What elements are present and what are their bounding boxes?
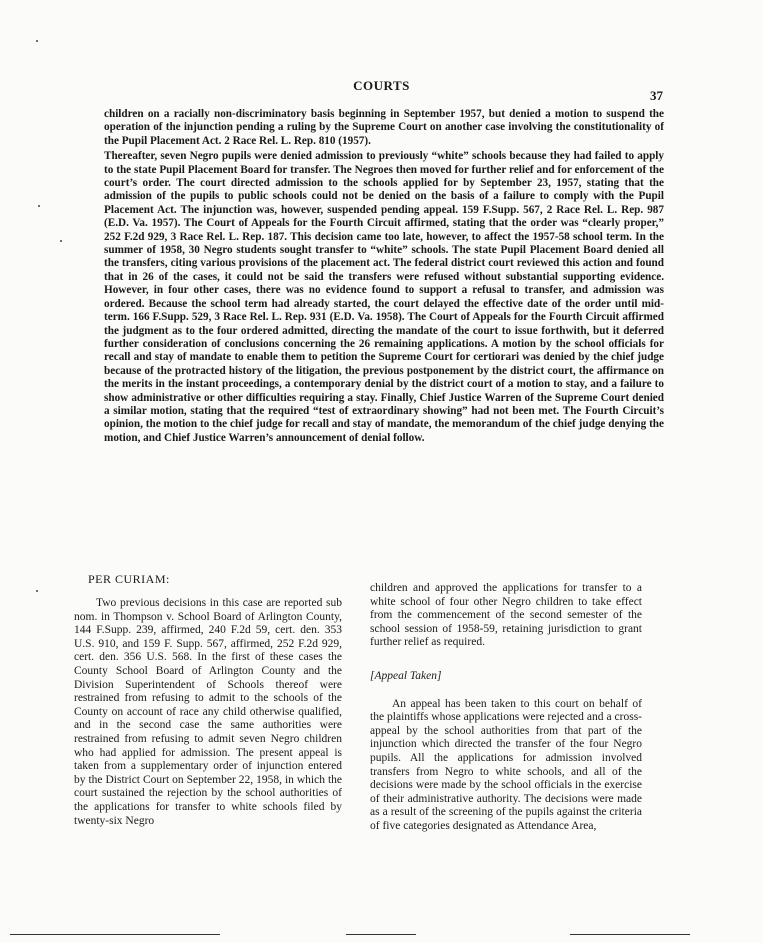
summary-paragraph-1: children on a racially non-discriminatory basis beginning in September 1957, but denied a motion to suspend the operation of the injunction pending a ruling by the Supreme Court on another case involving the constitutionality of the Pupil Placement Act. 2 Race Rel. L. Rep. 810 (1957). — [104, 108, 664, 147]
bottom-scan-line — [346, 934, 416, 935]
per-curiam-heading: PER CURIAM: — [88, 572, 170, 586]
page-number: 37 — [650, 88, 663, 103]
left-column-paragraph: Two previous decisions in this case are reported sub nom. in Thompson v. School Board of Arlington County, 144 F.Supp. 239, affirmed, 240 F.2d 59, cert. den. 353 U.S. 910, and 159 F. Supp. 567, affirmed, 252 F.2d 929, cert. den. 356 U.S. 568. In the first of these cases the County School Board of Arlington County and the Division Superintendent of Schools thereof were restrained from refusing to admit to the schools of the County on account of race any child otherwise qualified, and in the second case the same authorities were restrained from refusing to admit seven Negro children who had applied for admission. The present appeal is taken from a supplementary order of injunction entered by the District Court on September 22, 1958, in which the court sustained the rejection by the school authorities of the applications for transfer to white schools filed by twenty-six Negro — [74, 597, 342, 827]
scan-speck — [36, 40, 38, 42]
right-column-continuation: children and approved the applications for transfer to a white school of four other Negro children to take effect from the commencement of the second semester of the school session of 1958-59, retaining jurisdiction to grant further relief as required. — [370, 582, 642, 649]
scan-speck — [36, 590, 38, 592]
scan-speck — [60, 240, 62, 242]
right-column-paragraph: An appeal has been taken to this court on behalf of the plaintiffs whose applications were rejected and a cross-appeal by the school authorities from that part of the injunction which directed the transfer of the four Negro pupils. All the applications for admission involved transfers from Negro to white schools, and all of the decisions were made by the school officials in the exercise of their administrative authority. The decisions were made as a result of the screening of the pupils against the criteria of five categories designated as Attendance Area, — [370, 697, 642, 832]
section-subheading: [Appeal Taken] — [370, 669, 442, 682]
left-column — [74, 597, 342, 828]
case-summary — [104, 108, 664, 447]
summary-paragraph-2: Thereafter, seven Negro pupils were denied admission to previously “white” schools because they had failed to apply to the state Pupil Placement Board for transfer. The Negroes then moved for further relief and for enforcement of the court’s order. The court directed admission to the schools applied for by September 23, 1957, stating that the admission of the pupils to public schools could not be denied on the basis of a failure to comply with the Pupil Placement Act. The injunction was, however, suspended pending appeal. 159 F.Supp. 567, 2 Race Rel. L. Rep. 987 (E.D. Va. 1957). The Court of Appeals for the Fourth Circuit affirmed, stating that the order was “clearly proper,” 252 F.2d 929, 3 Race Rel. L. Rep. 187. This decision came too late, however, to affect the 1957-58 school term. In the summer of 1958, 30 Negro students sought transfer to “white” schools. The state Pupil Placement Board denied all the transfers, citing various provisions of the placement act. The federal district court reviewed this action and found that in 26 of the cases, it could not be said the transfers were refused without substantial supporting evidence. However, in four other cases, there was no evidence found to support a refusal to transfer, and admission was ordered. Because the school term had already started, the court delayed the effective date of the order until mid-term. 166 F.Supp. 529, 3 Race Rel. L. Rep. 931 (E.D. Va. 1958). The Court of Appeals for the Fourth Circuit affirmed the judgment as to the four ordered admitted, directing the mandate of the court to issue forthwith, but it deferred further consideration of conclusions concerning the 26 remaining applications. A motion by the school officials for recall and stay of mandate to enable them to petition the Supreme Court for certiorari was denied by the chief judge because of the protracted history of the litigation, the previous postponement by the district court, the affirmance on the merits in the instant proceedings, a contemporary denial by the district court of a motion to stay, and a failure to show administrative or other difficulties requiring a stay. Finally, Chief Justice Warren of the Supreme Court denied a similar motion, stating that the required “test of extraordinary showing” had not been met. The Fourth Circuit’s opinion, the motion to the chief judge for recall and stay of mandate, the memorandum of the chief judge denying the motion, and Chief Justice Warren’s announcement of denial follow. — [104, 150, 664, 444]
running-head: COURTS — [353, 78, 410, 93]
right-column — [370, 582, 642, 834]
scan-speck — [38, 205, 40, 207]
bottom-scan-line — [10, 934, 220, 935]
bottom-scan-line — [570, 934, 690, 935]
